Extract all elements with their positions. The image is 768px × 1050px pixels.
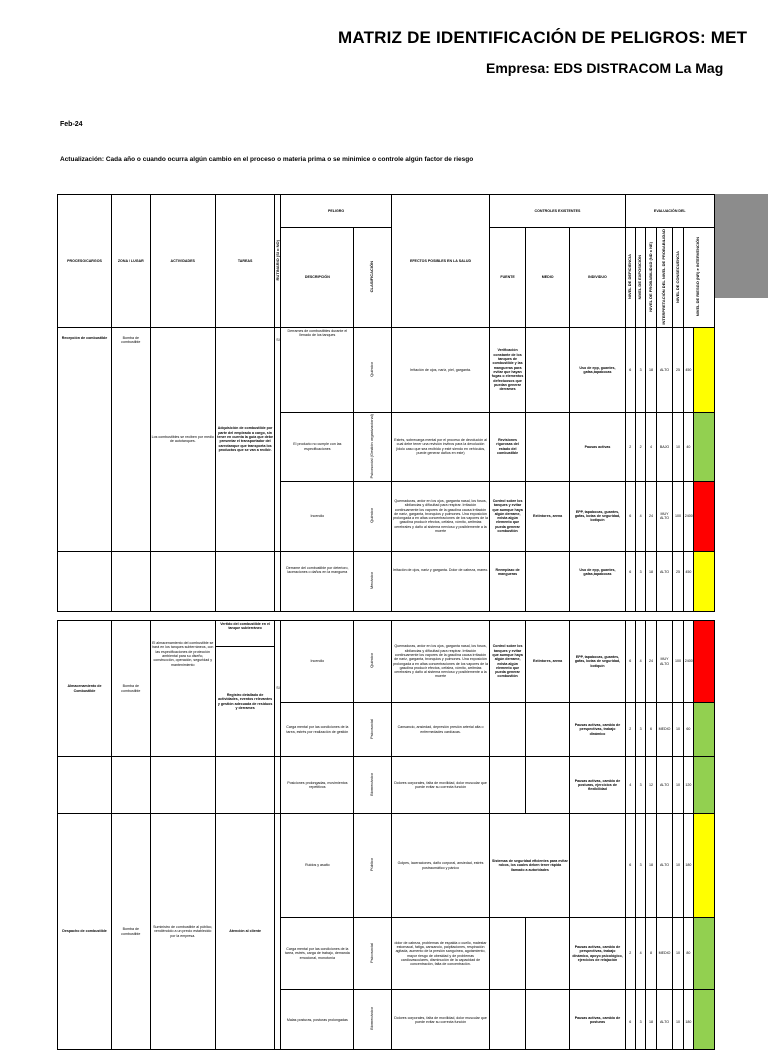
np-cell: 18 xyxy=(646,551,656,611)
col-tareas: TAREAS xyxy=(215,195,274,328)
nc-cell: 100 xyxy=(673,621,683,703)
peligro-clas xyxy=(354,621,391,703)
ne-cell: 3 xyxy=(635,757,645,814)
nr-cell: 180 xyxy=(683,990,693,1050)
col-controles: CONTROLES EXISTENTES xyxy=(490,195,625,228)
col-fuente: FUENTE xyxy=(490,228,525,328)
individuo-cell: Pausas activas, cambio de perspectivas, trabajo dinámico, apoyo psicológico, ejercicios de relajación xyxy=(570,918,625,990)
col-rutinario-label: RUTINARIO (SI o NO) xyxy=(275,240,281,281)
nc-cell: 10 xyxy=(673,412,683,481)
col-medio: MEDIO xyxy=(525,228,570,328)
page2-clip xyxy=(0,620,768,1031)
col-nr-label: NIVEL DE RIESGO (NR) e INTERVENCIÓN xyxy=(695,237,701,317)
np-cell: 8 xyxy=(646,918,656,990)
individuo-cell: Uso de epp, guantes, gafas,tapabocas xyxy=(570,327,625,412)
col-evaluacion: EVALUACIÓN DEL xyxy=(625,195,714,228)
proceso-cell: Almacenamiento de Combustible xyxy=(58,621,112,757)
zona-cell xyxy=(112,551,150,611)
nc-cell: 10 xyxy=(673,990,683,1050)
peligro-desc: Derrames de combustibles durante el llenado de los tanques xyxy=(281,327,354,412)
nr-cell: 120 xyxy=(683,757,693,814)
nr-cell: 2400 xyxy=(683,481,693,551)
individuo-cell: Pausas activas, cambio de posturas xyxy=(570,990,625,1050)
col-descripcion: DESCRIPCIÓN xyxy=(281,228,354,328)
page-title: MATRIZ DE IDENTIFICACIÓN DE PELIGROS: MET xyxy=(338,28,748,47)
np-cell: 18 xyxy=(646,990,656,1050)
col-interp-label: INTERPRETACIÓN DEL NIVEL DE PROBABILIDAD xyxy=(661,229,667,325)
col-peligro: PELIGRO xyxy=(281,195,391,228)
col-zona: ZONA / LUGAR xyxy=(112,195,150,328)
ne-cell: 3 xyxy=(635,990,645,1050)
individuo-cell: Pausas activas, cambio de perspectivas, trabajo dinámico xyxy=(570,703,625,757)
individuo-cell: Pausas activas xyxy=(570,412,625,481)
ne-cell: 4 xyxy=(635,918,645,990)
individuo-cell: EPP, tapabocas, guantes, gafas, botas de seguridad, botiquín xyxy=(570,621,625,703)
fuente-cell: Control sobre los tanques y evitar que aumque haya algún derrame, exista algún elemento que pueda generar combustión xyxy=(490,621,525,703)
peligro-desc: Ruidos y asalto xyxy=(281,814,354,918)
actividades-cell: Suministro de combustible al público, vendiéndolo a un precio establecido por la empresa. xyxy=(150,814,215,1050)
np-cell: 18 xyxy=(646,814,656,918)
nd-cell: 6 xyxy=(625,551,635,611)
efectos-cell: Irritación de ojos, nariz y garganta. Dolor de cabeza, mareo. xyxy=(391,551,490,611)
medio-cell: Extintores, arena xyxy=(525,481,570,551)
nd-cell: 2 xyxy=(625,412,635,481)
col-nr xyxy=(683,228,714,328)
peligro-clas xyxy=(354,481,391,551)
page1-clip xyxy=(0,194,768,590)
fuente-cell: Sistemas de seguridad eficientes para evitar robos, los cuales deben tener rápida llamado a autoridades xyxy=(490,814,570,918)
zona-cell: Bomba de combustible xyxy=(112,621,150,757)
medio-cell xyxy=(525,757,570,814)
nr-cell: 60 xyxy=(683,703,693,757)
col-nc xyxy=(673,228,683,328)
nd-cell: 4 xyxy=(625,757,635,814)
nc-cell: 100 xyxy=(673,481,683,551)
interp-cell: MEDIO xyxy=(656,703,673,757)
peligro-desc: Carga mental por las condiciones de la tarea, estrés, carga de trabajo, demanda emocional, monotonía xyxy=(281,918,354,990)
zona-cell: Bomba de combustible xyxy=(112,814,150,1050)
fuente-cell: Verificación constante de los tanques de combustible y las mangueras para evitar que hayan fugas o elementos defectuosos que puedan generar derrames xyxy=(490,327,525,412)
col-actividades: ACTIVIDADES xyxy=(150,195,215,328)
medio-cell xyxy=(525,918,570,990)
ne-cell: 4 xyxy=(635,621,645,703)
medio-cell xyxy=(525,412,570,481)
medio-cell: Extintores, arena xyxy=(525,621,570,703)
tareas-cell xyxy=(215,757,274,814)
fuente-cell xyxy=(490,757,525,814)
clas-label: Biomecánico xyxy=(369,772,375,796)
peligro-desc: El producto no cumple con las especificaciones xyxy=(281,412,354,481)
col-np-label: NIVEL DE PROBABILIDAD (ND x NE) xyxy=(647,241,653,312)
np-cell: 24 xyxy=(646,621,656,703)
tareas-cell: Registro detallado de actividades, eventos relevantes y gestión adecuada de residuos y derrames xyxy=(215,647,274,757)
np-cell: 18 xyxy=(646,327,656,412)
tareas-cell: Adquisición de combustible por parte del empleado a cargo, sin tener en cuenta la guía que debe presentar el transportador del carrotanque que transporta los productos que se van a recibir. xyxy=(215,327,274,551)
peligro-clas xyxy=(354,551,391,611)
risk-color-cell xyxy=(694,551,715,611)
efectos-cell: Estrés, sobrecarga mental por el proceso de devolución al cual debe tener una revisión invitros para la devolución (ídolo caso que sea recibido y esté siendo en vehículos, puede generar daños en este) xyxy=(391,412,490,481)
risk-color-cell xyxy=(694,621,715,703)
nr-cell: 450 xyxy=(683,551,693,611)
ne-cell: 3 xyxy=(635,703,645,757)
col-ne xyxy=(635,228,645,328)
clas-label: Químico xyxy=(369,508,375,523)
individuo-cell xyxy=(570,814,625,918)
zona-cell: Bomba de combustible xyxy=(112,327,150,551)
individuo-cell: Uso de epp, guantes, gafas,tapabocas xyxy=(570,551,625,611)
nd-cell: 6 xyxy=(625,481,635,551)
peligro-clas xyxy=(354,918,391,990)
col-ne-label: NIVEL DE EXPOSICIÓN xyxy=(637,254,643,299)
clas-label: Biomecánico xyxy=(369,1007,375,1031)
nd-cell: 2 xyxy=(625,703,635,757)
peligro-desc: Incendio xyxy=(281,621,354,703)
fuente-cell xyxy=(490,703,525,757)
interp-cell: MEDIO xyxy=(656,918,673,990)
interp-cell: ALTO xyxy=(656,327,673,412)
peligro-desc: Malas posturas, posturas prolongadas xyxy=(281,990,354,1050)
col-clasificacion-label: CLASIFICACIÓN xyxy=(369,261,375,293)
np-cell: 12 xyxy=(646,757,656,814)
peligro-desc: Posiciones prolongadas, movimientos repetitivos xyxy=(281,757,354,814)
efectos-cell: Dolores corporales, falta de movilidad, dolor muscular que puede evitar su correcta función xyxy=(391,757,490,814)
col-nd-label: NIVEL DE DEFICIENCIA xyxy=(626,254,632,300)
rutinario-cell: SI xyxy=(275,327,281,551)
col-nd xyxy=(625,228,635,328)
efectos-cell: Irritación de ojos, nariz, piel, garganta. xyxy=(391,327,490,412)
col-np xyxy=(646,228,656,328)
efectos-cell: Dolores corporales, falta de movilidad, dolor muscular que puede evitar su correcta función xyxy=(391,990,490,1050)
col-proceso: PROCESO/CARGOS xyxy=(58,195,112,328)
np-cell: 24 xyxy=(646,481,656,551)
nc-cell: 10 xyxy=(673,814,683,918)
clas-label: Químico xyxy=(369,361,375,377)
tareas-cell: Atención al cliente xyxy=(215,814,274,1050)
nd-cell: 6 xyxy=(625,990,635,1050)
risk-color-cell xyxy=(694,327,715,412)
peligro-desc: Derrame del combustible por deterioro, laceraciones o daños en la manguera xyxy=(281,551,354,611)
medio-cell xyxy=(525,990,570,1050)
actividades-cell xyxy=(150,757,215,814)
company-name: Empresa: EDS DISTRACOM La Mag xyxy=(486,60,724,76)
interp-cell: ALTO xyxy=(656,990,673,1050)
nd-cell: 6 xyxy=(625,327,635,412)
efectos-cell: Cansancio, ansiedad, depresión presión arterial alta o enfermedades cardíacas. xyxy=(391,703,490,757)
zona-cell xyxy=(112,757,150,814)
peligro-desc: Carga mental por las condiciones de la tarea, estrés por realización de gestión xyxy=(281,703,354,757)
np-cell: 6 xyxy=(646,703,656,757)
nc-cell: 25 xyxy=(673,551,683,611)
proceso-cell: Recepción de combustible xyxy=(58,327,112,551)
clas-label: Psicosocial xyxy=(369,718,375,739)
clas-label: Psicosocial (Gestión organizacional) xyxy=(369,413,375,479)
individuo-cell: Pausas activas, cambio de posturas, ejercicios de flexibilidad xyxy=(570,757,625,814)
document-date: Feb-24 xyxy=(60,121,83,128)
col-nc-label: NIVEL DE CONSECUENCIA xyxy=(674,250,680,303)
interp-cell: ALTO xyxy=(656,814,673,918)
risk-color-cell xyxy=(694,757,715,814)
medio-cell xyxy=(525,703,570,757)
nc-cell: 10 xyxy=(673,703,683,757)
nd-cell: 6 xyxy=(625,621,635,703)
efectos-cell: Quemaduras, ardor en los ojos, garganta nasal, los fosos, sibilancias y dificultad para respirar. Irritación continuamente los vapores de la gasolina causa irritación de nariz, garganta, bronquios y pulmones. Una exposición prolongada a en altas concentraciones de los vapores de la gasolina producir efectos, cefalea, vómito, arritmias cerebrales y daño al sistema nervioso y posiblemente a la muerte xyxy=(391,481,490,551)
hazard-matrix-page2 xyxy=(57,620,715,1050)
fuente-cell: Reemplazo de mangueras xyxy=(490,551,525,611)
risk-color-cell xyxy=(694,918,715,990)
proceso-cell xyxy=(58,551,112,611)
clas-label: Químico xyxy=(369,653,375,669)
peligro-clas xyxy=(354,703,391,757)
risk-color-cell xyxy=(694,412,715,481)
interp-cell: MUY ALTO xyxy=(656,481,673,551)
nc-cell: 25 xyxy=(673,327,683,412)
nr-cell: 2400 xyxy=(683,621,693,703)
nr-cell: 40 xyxy=(683,412,693,481)
nd-cell: 6 xyxy=(625,814,635,918)
efectos-cell: Golpes, laceraciones, daño corporal, ansiedad, estrés postraumático y pánico xyxy=(391,814,490,918)
np-cell: 4 xyxy=(646,412,656,481)
peligro-clas xyxy=(354,814,391,918)
peligro-desc: Incendio xyxy=(281,481,354,551)
interp-cell: ALTO xyxy=(656,551,673,611)
risk-color-cell xyxy=(694,481,715,551)
nr-cell: 80 xyxy=(683,918,693,990)
update-note: Actualización: Cada año o cuando ocurra algún cambio en el proceso o materia prima o se minimice o controle algún factor de riesgo xyxy=(60,156,474,163)
fuente-cell: Revisiones rigurosas del estado del combustible xyxy=(490,412,525,481)
proceso-cell: Despacho de combustible xyxy=(58,814,112,1050)
actividades-cell xyxy=(150,551,215,611)
nr-cell: 450 xyxy=(683,327,693,412)
interp-cell: MUY ALTO xyxy=(656,621,673,703)
efectos-cell: Quemaduras, ardor en los ojos, garganta nasal, los fosos, sibilancias y dificultad para respirar. Irritación continuamente los vapores de la gasolina causa irritación de nariz, garganta, bronquios y pulmones. Una exposición prolongada a en altas concentraciones de los vapores de la gasolina producir efectos, cefalea, vómito, arritmias cerebrales y daño al sistema nervioso y posiblemente a la muerte xyxy=(391,621,490,703)
peligro-clas xyxy=(354,990,391,1050)
col-individuo: INDIVIDUO xyxy=(570,228,625,328)
col-clasificacion xyxy=(354,228,391,328)
clas-label: Mecánico xyxy=(369,571,375,590)
risk-color-cell xyxy=(694,814,715,918)
interp-cell: ALTO xyxy=(656,757,673,814)
nr-cell: 180 xyxy=(683,814,693,918)
fuente-cell: Control sobre los tanques y evitar que aumque haya algún derrame, exista algún elemento que pueda generar combustión xyxy=(490,481,525,551)
proceso-cell xyxy=(58,757,112,814)
nc-cell: 10 xyxy=(673,757,683,814)
efectos-cell: dolor de cabeza, problemas de espalda o cuello, malestar estomacal, fatiga, cansancio, palpitaciones, respiración agitada, aumento de la presión sanguínea, agotamiento, mayor riesgo de obesidad y de problemas cardiovasculares, disminución de la capacidad de concentración, falta de concentración. xyxy=(391,918,490,990)
medio-cell xyxy=(525,551,570,611)
nd-cell: 2 xyxy=(625,918,635,990)
clas-label: Público xyxy=(369,858,375,872)
ne-cell: 4 xyxy=(635,481,645,551)
col-interp xyxy=(656,228,673,328)
individuo-cell: EPP, tapabocas, guantes, gafas, botas de seguridad, botiquín xyxy=(570,481,625,551)
clas-label: Psicosocial xyxy=(369,942,375,963)
ne-cell: 3 xyxy=(635,327,645,412)
peligro-clas xyxy=(354,327,391,412)
interp-cell: BAJO xyxy=(656,412,673,481)
ne-cell: 3 xyxy=(635,814,645,918)
nc-cell: 10 xyxy=(673,918,683,990)
col-efectos: EFECTOS POSIBLES EN LA SALUD xyxy=(391,195,490,328)
peligro-clas xyxy=(354,757,391,814)
rutinario-cell: SI xyxy=(275,621,281,757)
risk-color-cell xyxy=(694,990,715,1050)
tareas-cell: Vertido del combustible en el tanque subterráneo xyxy=(215,621,274,647)
hazard-matrix-page1 xyxy=(57,194,715,612)
peligro-clas xyxy=(354,412,391,481)
fuente-cell xyxy=(490,990,525,1050)
risk-color-cell xyxy=(694,703,715,757)
actividades-cell: El almacenamiento del combustible se hará en los tanques subterráneos, con las especificaciones de protección ambiental para su diseño, construcción, operación, seguridad y mantenimiento xyxy=(150,621,215,757)
tareas-cell xyxy=(215,551,274,611)
ne-cell: 3 xyxy=(635,551,645,611)
ne-cell: 2 xyxy=(635,412,645,481)
medio-cell xyxy=(525,327,570,412)
fuente-cell xyxy=(490,918,525,990)
actividades-cell: Los combustibles se reciben por medio de autotanques. xyxy=(150,327,215,551)
